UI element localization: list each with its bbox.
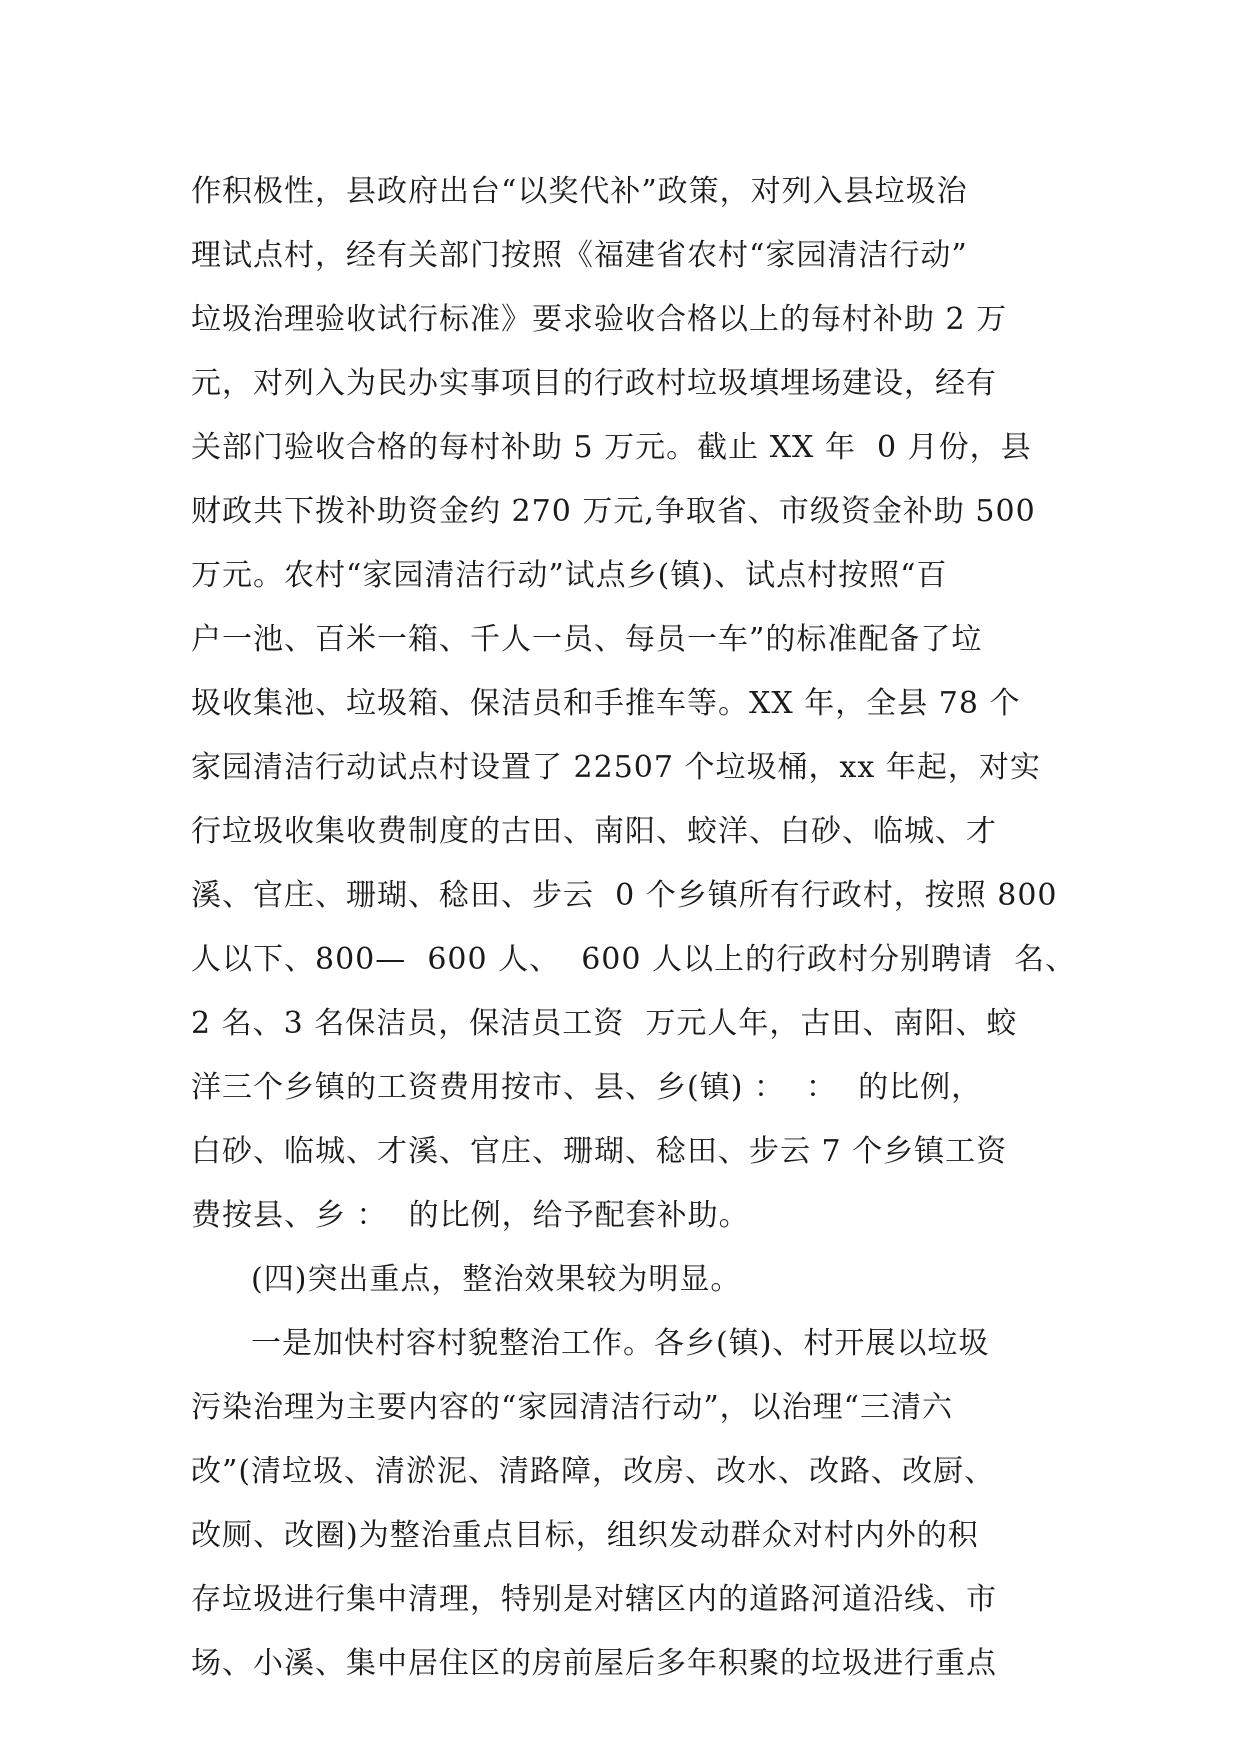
text-line: 溪、官庄、珊瑚、稔田、步云 0 个乡镇所有行政村，按照 800 (191, 878, 1058, 913)
text-line: 改厕、改圈)为整治重点目标，组织发动群众对村内外的积 (191, 1518, 979, 1553)
text-line: 白砂、临城、才溪、官庄、珊瑚、稔田、步云 7 个乡镇工资 (191, 1134, 1008, 1169)
text-line: 行垃圾收集收费制度的古田、南阳、蛟洋、白砂、临城、才 (191, 814, 997, 849)
text-line: 万元。农村“家园清洁行动”试点乡(镇)、试点村按照“百 (191, 558, 948, 593)
text-line: 场、小溪、集中居住区的房前屋后多年积聚的垃圾进行重点 (191, 1646, 997, 1681)
document-body (191, 160, 1077, 1696)
text-line: 改”(清垃圾、清淤泥、清路障，改房、改水、改路、改厨、 (191, 1454, 996, 1489)
text-line: 存垃圾进行集中清理，特别是对辖区内的道路河道沿线、市 (191, 1582, 997, 1617)
text-line: 垃圾治理验收试行标准》要求验收合格以上的每村补助 2 万 (191, 302, 1008, 337)
text-line: 污染治理为主要内容的“家园清洁行动”，以治理“三清六 (191, 1390, 954, 1425)
text-line: 作积极性，县政府出台“以奖代补”政策，对列入县垃圾治 (191, 174, 968, 209)
text-line: 2 名、3 名保洁员，保洁员工资 万元人年，古田、南阳、蛟 (191, 1006, 1018, 1041)
text-line: 费按县、乡 ： 的比例，给予配套补助。 (191, 1198, 750, 1233)
section-heading: (四)突出重点，整治效果较为明显。 (251, 1262, 742, 1297)
text-line: 圾收集池、垃圾箱、保洁员和手推车等。XX 年，全县 78 个 (191, 686, 1021, 721)
text-line: 家园清洁行动试点村设置了 22507 个垃圾桶，xx 年起，对实 (191, 750, 1041, 785)
text-line: 元，对列入为民办实事项目的行政村垃圾填埋场建设，经有 (191, 366, 997, 401)
text-line: 理试点村，经有关部门按照《福建省农村“家园清洁行动” (191, 238, 968, 273)
paragraph-start-line: 一是加快村容村貌整治工作。各乡(镇)、村开展以垃圾 (251, 1326, 990, 1361)
text-line: 财政共下拨补助资金约 270 万元,争取省、市级资金补助 500 (191, 494, 1036, 529)
text-line: 户一池、百米一箱、千人一员、每员一车”的标准配备了垃 (191, 622, 983, 657)
text-line: 人以下、800— 600 人、 600 人以上的行政村分别聘请 名、 (191, 942, 1077, 977)
text-line: 关部门验收合格的每村补助 5 万元。截止 XX 年 0 月份，县 (191, 430, 1032, 465)
text-line: 洋三个乡镇的工资费用按市、县、乡(镇) ： ： 的比例， (191, 1070, 983, 1105)
